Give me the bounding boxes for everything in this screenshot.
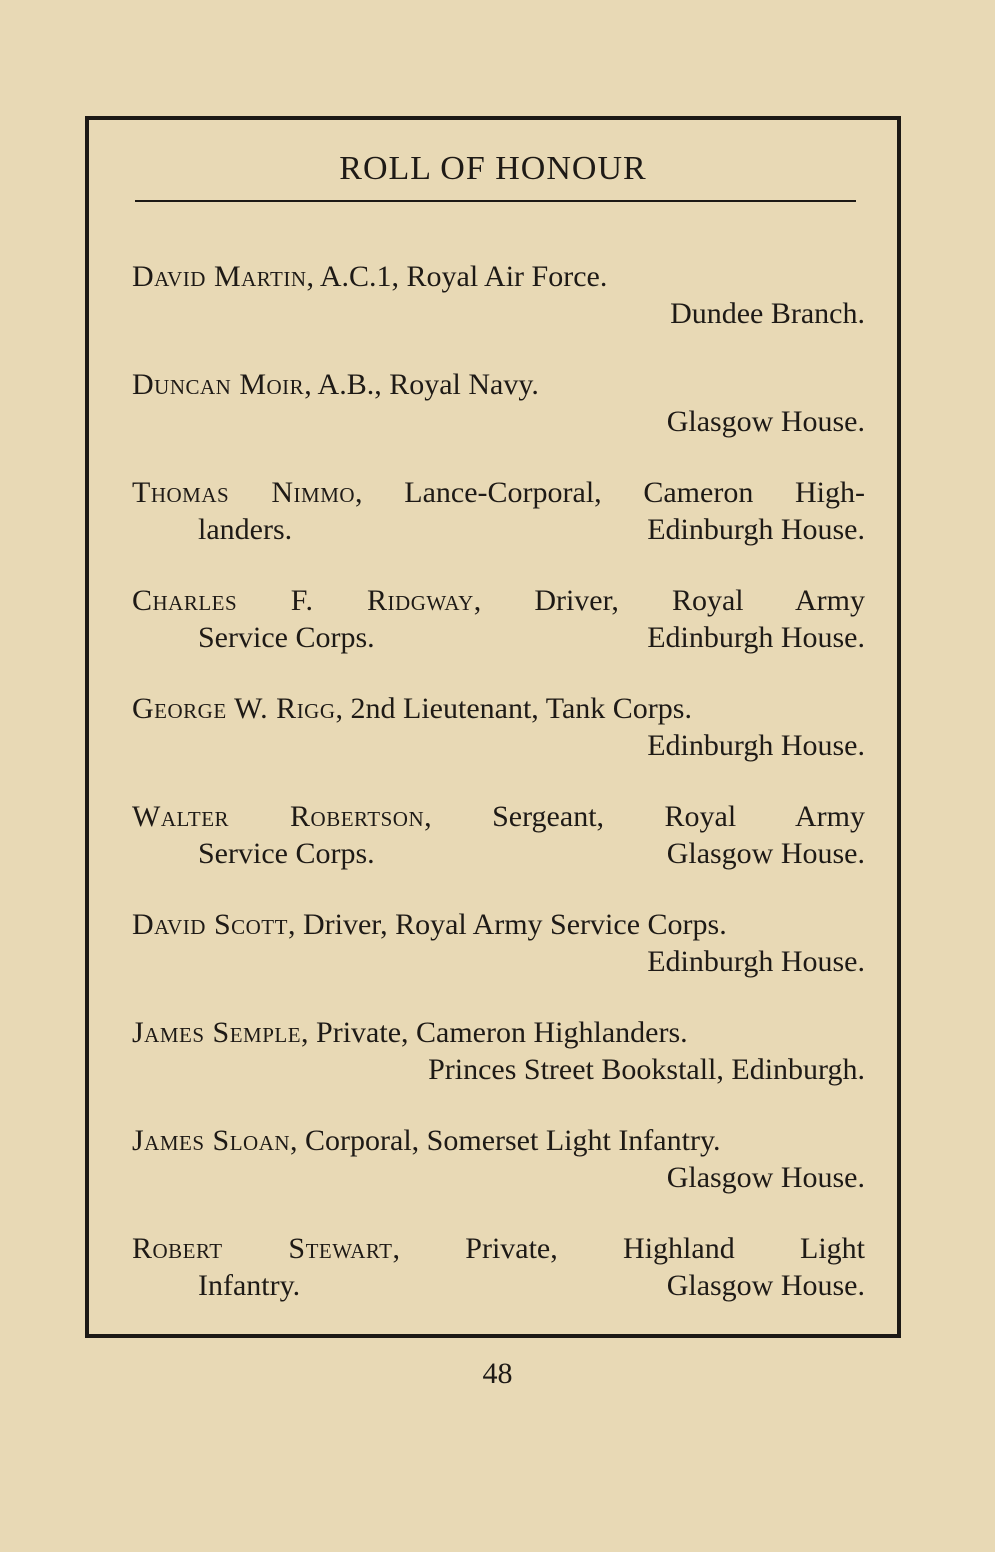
roll-entry [132, 690, 865, 764]
roll-entries [132, 258, 865, 1338]
entry-second-line [132, 511, 865, 548]
entry-line [132, 582, 865, 619]
entry-location: Glasgow House. [666, 405, 865, 438]
entry-line [132, 366, 865, 403]
entry-line [132, 1014, 865, 1051]
entry-name: David Martin [132, 260, 307, 293]
entry-location: Glasgow House. [666, 1161, 865, 1194]
title-rule [135, 200, 856, 202]
entry-name: George W. Rigg [132, 692, 336, 725]
entry-line [132, 1122, 865, 1159]
entry-second-line [132, 1051, 865, 1088]
entry-rank-unit: , A.B., Royal Navy. [304, 368, 539, 401]
entry-line [132, 690, 865, 727]
entry-second-line [132, 1159, 865, 1196]
entry-line [132, 1230, 865, 1267]
entry-line [132, 474, 865, 511]
entry-second-line [132, 295, 865, 332]
entry-line [132, 258, 865, 295]
roll-entry [132, 366, 865, 440]
entry-rank-unit: , Private, Cameron Highlanders. [301, 1016, 688, 1049]
roll-entry [132, 1230, 865, 1304]
roll-of-honour-frame [85, 116, 901, 1338]
entry-continuation: Service Corps. [198, 621, 375, 654]
entry-second-line [132, 619, 865, 656]
entry-location: Edinburgh House. [647, 513, 865, 546]
entry-name: Thomas Nimmo [132, 476, 356, 509]
entry-continuation: Infantry. [198, 1269, 301, 1302]
entry-rank-unit: , Sergeant, Royal Army [424, 800, 865, 833]
entry-name: Charles F. Ridgway [132, 584, 474, 617]
entry-name: James Semple [132, 1016, 302, 1049]
entry-second-line [132, 943, 865, 980]
entry-rank-unit: , 2nd Lieutenant, Tank Corps. [335, 692, 692, 725]
entry-name: Walter Robertson [132, 800, 425, 833]
roll-entry [132, 798, 865, 872]
roll-entry [132, 258, 865, 332]
entry-rank-unit: , A.C.1, Royal Air Force. [306, 260, 608, 293]
entry-rank-unit: , Driver, Royal Army [473, 584, 865, 617]
entry-continuation: landers. [198, 513, 293, 546]
entry-rank-unit: , Lance-Corporal, Cameron High- [355, 476, 866, 509]
entry-second-line [132, 727, 865, 764]
entry-continuation: Service Corps. [198, 837, 375, 870]
entry-rank-unit: , Corporal, Somerset Light Infantry. [290, 1124, 721, 1157]
roll-entry [132, 906, 865, 980]
entry-second-line [132, 1267, 865, 1304]
roll-entry [132, 1014, 865, 1088]
entry-location: Glasgow House. [666, 1269, 865, 1302]
entry-location: Edinburgh House. [647, 945, 865, 978]
entry-location: Dundee Branch. [670, 297, 865, 330]
page-number: 48 [482, 1357, 513, 1390]
roll-entry [132, 474, 865, 548]
entry-location: Princes Street Bookstall, Edinburgh. [428, 1053, 865, 1086]
entry-line [132, 906, 865, 943]
entry-line [132, 798, 865, 835]
entry-name: Duncan Moir [132, 368, 305, 401]
entry-location: Glasgow House. [666, 837, 865, 870]
entry-location: Edinburgh House. [647, 729, 865, 762]
entry-location: Edinburgh House. [647, 621, 865, 654]
entry-rank-unit: , Private, Highland Light [392, 1232, 866, 1265]
roll-entry [132, 582, 865, 656]
entry-second-line [132, 403, 865, 440]
entry-second-line [132, 835, 865, 872]
entry-name: James Sloan [132, 1124, 291, 1157]
page-title: ROLL OF HONOUR [339, 150, 647, 187]
roll-entry [132, 1122, 865, 1196]
entry-rank-unit: , Driver, Royal Army Service Corps. [287, 908, 727, 941]
entry-name: Robert Stewart [132, 1232, 393, 1265]
entry-name: David Scott [132, 908, 288, 941]
